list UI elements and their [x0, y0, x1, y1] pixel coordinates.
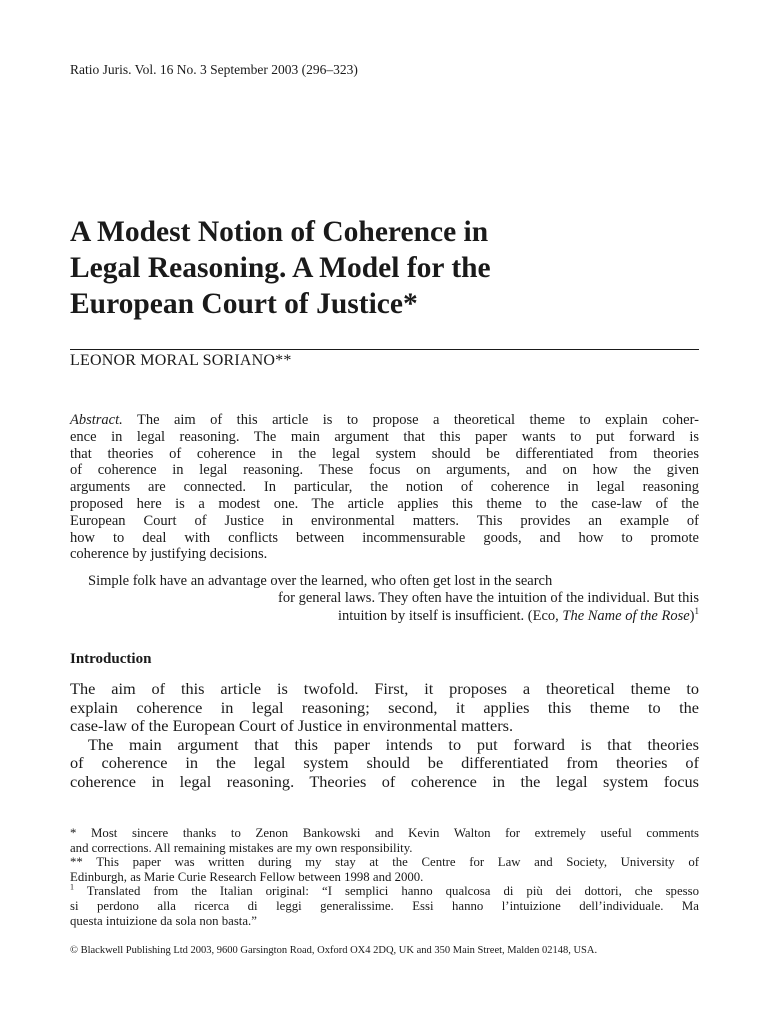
footnotes [70, 826, 699, 928]
body-text [70, 680, 699, 792]
body-line: case-law of the European Court of Justice in environmental matters. [70, 716, 514, 736]
epigraph-source-title: The Name of the Rose [562, 607, 690, 624]
abstract-line: coherence by justifying decisions. [70, 546, 268, 563]
footnote-text: Translated from the Italian original: “I semplici hanno qualcosa di più dei dottori, che spesso [74, 884, 699, 899]
abstract-line: of coherence in legal reasoning. These focus on arguments, and on how the given [70, 462, 699, 479]
body-line: coherence in legal reasoning. Theories of coherence in the legal system focus [70, 771, 699, 791]
abstract-line: arguments are connected. In particular, the notion of coherence in legal reasoning [70, 479, 699, 496]
footnote-mark: 1 [70, 883, 74, 893]
abstract-line: how to deal with conflicts between incommensurable goods, and how to promote [70, 529, 699, 546]
footnote-line: si perdono alla ricerca di leggi generalissime. Essi hanno l’intuizione dell’individuale. Ma [70, 898, 699, 913]
abstract-line: that theories of coherence in the legal system should be differentiated from theories [70, 445, 699, 462]
article-page [70, 0, 699, 1024]
journal-citation: Ratio Juris. Vol. 16 No. 3 September 2003 (296–323) [70, 62, 358, 77]
title-line: Legal Reasoning. A Model for the [70, 252, 491, 284]
footnote-line [70, 884, 699, 899]
title-line: European Court of Justice* [70, 288, 418, 320]
section-heading-introduction: Introduction [70, 651, 152, 667]
abstract-line: proposed here is a modest one. The article applies this theme to the case-law of the [70, 495, 699, 512]
abstract-line: ence in legal reasoning. The main argument that this paper wants to put forward is [70, 428, 699, 445]
footnote-line: questa intuizione da sola non basta.” [70, 913, 257, 928]
epigraph-line [70, 605, 699, 625]
title-line: A Modest Notion of Coherence in [70, 216, 489, 248]
abstract [70, 412, 699, 563]
footnote-ref-1: 1 [694, 605, 699, 616]
article-title [70, 214, 699, 322]
footnote-line: Edinburgh, as Marie Curie Research Fellow between 1998 and 2000. [70, 869, 424, 884]
title-rule [70, 349, 699, 350]
footnote-line: * Most sincere thanks to Zenon Bankowski and Kevin Walton for extremely useful comments [70, 826, 699, 840]
copyright-notice: © Blackwell Publishing Ltd 2003, 9600 Garsington Road, Oxford OX4 2DQ, UK and 350 Main Street, Malden 02148, USA. [70, 945, 598, 956]
body-line: of coherence in the legal system should be differentiated from theories of [70, 753, 699, 773]
epigraph [70, 573, 699, 625]
abstract-line: European Court of Justice in environmental matters. This provides an example of [70, 512, 699, 529]
body-line: The main argument that this paper intends to put forward is that theories [88, 734, 699, 754]
epigraph-text: ) [689, 607, 695, 624]
epigraph-line: Simple folk have an advantage over the learned, who often get lost in the search [88, 573, 553, 589]
body-line: explain coherence in legal reasoning; second, it applies this theme to the [70, 697, 699, 717]
abstract-line-text: The aim of this article is to propose a theoretical theme to explain coher- [122, 412, 699, 428]
body-line: The aim of this article is twofold. First, it proposes a theoretical theme to [70, 679, 699, 698]
author-name: LEONOR MORAL SORIANO** [70, 352, 292, 369]
epigraph-text: intuition by itself is insufficient. (Eco, [337, 607, 563, 624]
abstract-label: Abstract. [70, 412, 123, 428]
footnote-line: ** This paper was written during my stay at the Centre for Law and Society, University of [70, 855, 699, 870]
abstract-line [70, 412, 699, 429]
footnote-line: and corrections. All remaining mistakes are my own responsibility. [70, 840, 413, 855]
epigraph-line: for general laws. They often have the intuition of the individual. But this [278, 590, 699, 607]
